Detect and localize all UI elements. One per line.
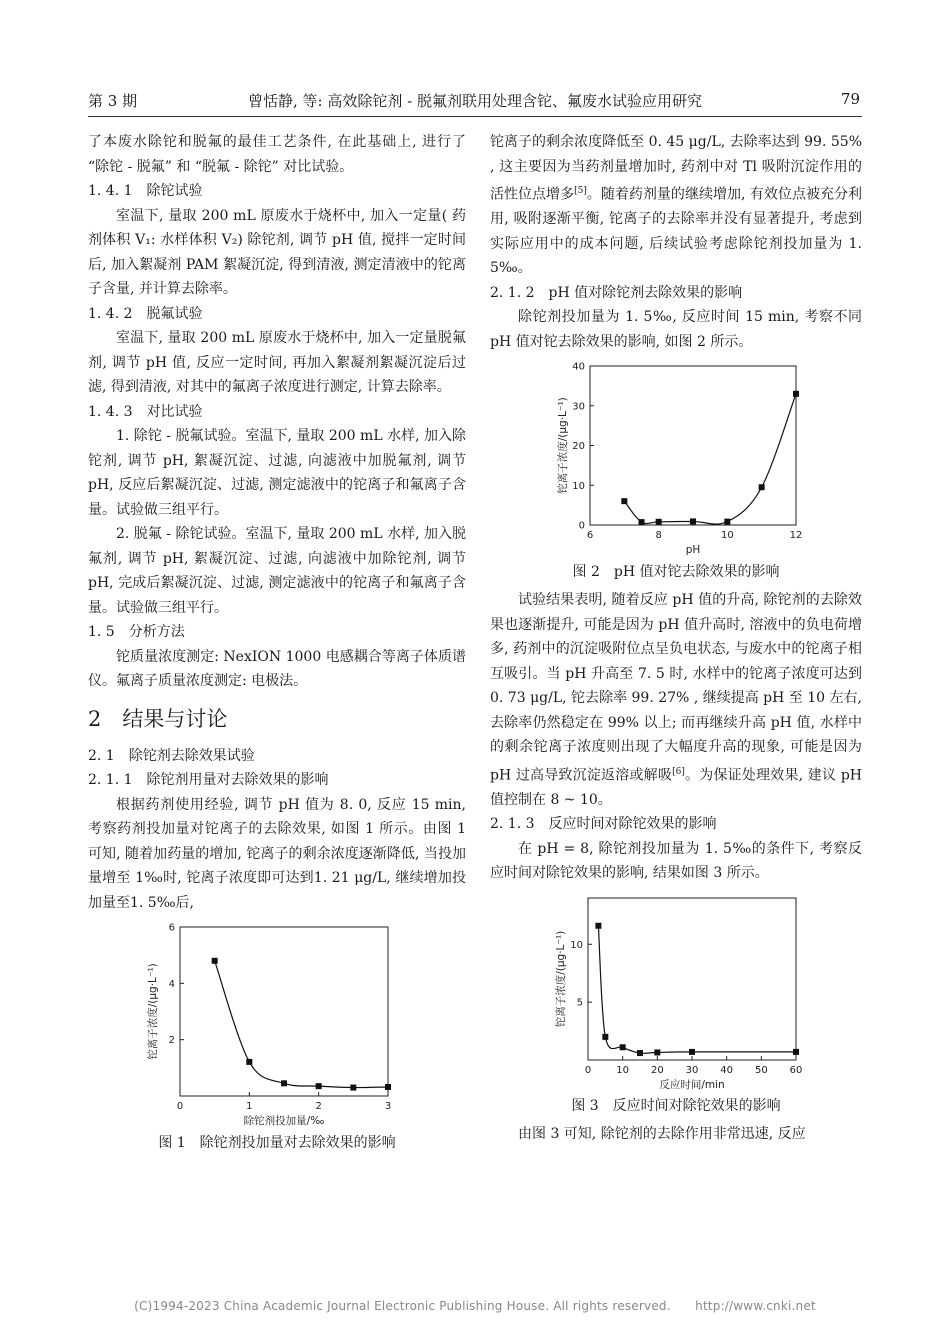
running-title: 曾恬静, 等: 高效除铊剂 - 脱氟剂联用处理含铊、氟废水试验应用研究 xyxy=(248,92,702,110)
data-point xyxy=(793,391,799,397)
right-column xyxy=(490,130,862,1146)
figure-caption: 图 1 除铊剂投加量对去除效果的影响 xyxy=(158,1135,396,1151)
section-heading-2-1-1: 2. 1. 1 除铊剂用量对去除效果的影响 xyxy=(88,772,329,788)
section-heading-1-4-2: 1. 4. 2 脱氟试验 xyxy=(88,305,203,322)
data-point xyxy=(637,1050,643,1056)
paragraph: 1. 除铊 - 脱氟试验。室温下, 量取 200 mL 水样, 加入除铊剂, 调节 pH, 絮凝沉淀、过滤, 向滤液中加脱氟剂, 调节 pH, 反应后絮凝沉淀、过滤, 测定滤液中的铊离子和氟离子含量。试验做三组平行。 xyxy=(88,428,466,518)
chart-ph xyxy=(490,360,862,560)
chart-dosage xyxy=(88,921,466,1131)
x-tick-label: 30 xyxy=(685,1064,699,1076)
data-point xyxy=(793,1049,799,1055)
data-point xyxy=(654,1049,660,1055)
paragraph: 室温下, 量取 200 mL 原废水于烧杯中, 加入一定量脱氟剂, 调节 pH 值, 反应一定时间, 再加入絮凝剂絮凝沉淀后过滤, 得到清液, 对其中的氟离子浓度进行测定, 计算去除率。 xyxy=(88,330,466,395)
x-tick-label: 50 xyxy=(754,1064,768,1076)
data-point xyxy=(690,519,696,525)
x-tick-label: 0 xyxy=(176,1101,184,1112)
y-tick-label: 10 xyxy=(570,939,583,951)
plot-frame xyxy=(590,366,796,525)
section-heading-1-4-1: 1. 4. 1 除铊试验 xyxy=(88,183,203,199)
y-tick-label: 10 xyxy=(572,480,585,492)
plot-frame xyxy=(588,898,796,1060)
paragraph: 铊离子的剩余浓度降低至 0. 45 μg/L, 去除率达到 99. 55% , 这主要因为当药剂量增加时, 药剂中对 Tl 吸附沉淀作用的活性位点增多[5]。随着药剂量的继续增加, 有效位点被充分利用, 吸附逐渐平衡, 铊离子的去除率并没有显著提升, 考虑到实际应用中的成本问题, 后续试验考虑除铊剂投加量为 1. 5‰。 xyxy=(490,134,863,277)
data-point xyxy=(656,519,662,525)
section-heading-2: 2 结果与讨论 xyxy=(88,706,228,731)
y-tick-label: 20 xyxy=(572,441,585,453)
citation[interactable]: [6] xyxy=(672,766,685,777)
figure-caption: 图 2 pH 值对铊去除效果的影响 xyxy=(572,564,780,581)
y-tick-label: 30 xyxy=(572,401,585,413)
y-axis-label: 铊离子浓度/(μg·L⁻¹) xyxy=(557,397,569,494)
x-tick-label: 20 xyxy=(650,1064,664,1076)
y-tick-label: 40 xyxy=(572,361,585,373)
data-point xyxy=(350,1085,356,1091)
x-tick-label: 8 xyxy=(655,530,662,542)
section-heading-2-1-2: 2. 1. 2 pH 值对除铊剂去除效果的影响 xyxy=(490,284,743,301)
x-tick-label: 10 xyxy=(720,530,734,542)
x-tick-label: 0 xyxy=(584,1064,592,1076)
y-axis-label: 铊离子浓度/(μg·L⁻¹) xyxy=(555,930,567,1028)
data-point xyxy=(246,1059,252,1065)
paragraph: 铊质量浓度测定: NexION 1000 电感耦合等离子体质谱仪。氟离子质量浓度测定: 电极法。 xyxy=(88,648,466,689)
paragraph: 由图 3 可知, 除铊剂的去除作用非常迅速, 反应 xyxy=(518,1125,806,1142)
y-tick-label: 2 xyxy=(168,1035,175,1047)
paragraph: 室温下, 量取 200 mL 原废水于烧杯中, 加入一定量( 药剂体积 V₁: 水样体积 V₂) 除铊剂, 调节 pH 值, 搅拌一定时间后, 加入絮凝剂 PAM 絮凝沉淀, 得到清液, 测定清液中的铊离子含量, 并计算去除率。 xyxy=(88,207,466,297)
x-tick-label: 12 xyxy=(789,530,803,542)
data-point xyxy=(639,519,645,525)
section-heading-2-1: 2. 1 除铊剂去除效果试验 xyxy=(88,747,255,764)
figure-2 xyxy=(490,360,862,584)
citation[interactable]: [5] xyxy=(574,186,587,196)
data-point xyxy=(689,1049,695,1055)
page-number: 79 xyxy=(840,90,860,108)
figure-1 xyxy=(88,921,466,1155)
left-column xyxy=(88,130,466,1159)
x-tick-label: 1 xyxy=(246,1101,253,1112)
series-line xyxy=(215,961,388,1088)
issue-number: 第 3 期 xyxy=(88,92,138,110)
data-point xyxy=(620,1044,626,1050)
paragraph: 2. 脱氟 - 除铊试验。室温下, 量取 200 mL 水样, 加入脱氟剂, 调节 pH, 絮凝沉淀、过滤, 向滤液中加除铊剂, 调节 pH, 完成后絮凝沉淀、过滤, 测定滤液中的铊离子和氟离子含量。试验做三组平行。 xyxy=(88,526,466,616)
data-point xyxy=(724,519,730,525)
x-axis-label: pH xyxy=(685,544,701,557)
series-line xyxy=(598,926,796,1054)
x-tick-label: 40 xyxy=(720,1064,734,1076)
paragraph: 除铊剂投加量为 1. 5‰, 反应时间 15 min, 考察不同 pH 值对铊去除效果的影响, 如图 2 所示。 xyxy=(490,309,862,350)
data-point xyxy=(602,1034,608,1040)
x-tick-label: 2 xyxy=(315,1101,322,1112)
y-axis-label: 铊离子浓度/(μg·L⁻¹) xyxy=(147,963,159,1060)
figure-caption: 图 3 反应时间对除铊效果的影响 xyxy=(571,1097,781,1114)
paragraph: 在 pH = 8, 除铊剂投加量为 1. 5‰的条件下, 考察反应时间对除铊效果的影响, 结果如图 3 所示。 xyxy=(490,840,862,882)
y-tick-label: 4 xyxy=(168,978,175,990)
data-point xyxy=(316,1083,322,1089)
section-heading-1-4-3: 1. 4. 3 对比试验 xyxy=(88,403,203,420)
y-tick-label: 6 xyxy=(168,922,175,934)
series-line xyxy=(624,394,796,524)
y-tick-label: 0 xyxy=(578,520,585,532)
running-header xyxy=(88,88,862,117)
x-tick-label: 6 xyxy=(586,530,594,542)
paragraph: 了本废水除铊和脱氟的最佳工艺条件, 在此基础上, 进行了 “除铊 - 脱氟” 和 “脱氟 - 除铊” 对比试验。 xyxy=(88,134,466,175)
data-point xyxy=(385,1084,391,1090)
plot-frame xyxy=(180,927,388,1096)
figure-3 xyxy=(490,892,862,1118)
chart-time xyxy=(490,892,862,1094)
y-tick-label: 5 xyxy=(576,997,583,1009)
x-tick-label: 3 xyxy=(384,1101,392,1112)
x-tick-label: 60 xyxy=(789,1064,803,1076)
data-point xyxy=(595,923,601,929)
data-point xyxy=(212,958,218,964)
copyright-footer: (C)1994-2023 China Academic Journal Electronic Publishing House. All rights reserved. http://www.cnki.net xyxy=(134,1299,816,1313)
x-tick-label: 10 xyxy=(616,1064,630,1076)
data-point xyxy=(281,1080,287,1086)
paragraph: 试验结果表明, 随着反应 pH 值的升高, 除铊剂的去除效果也逐渐提升, 可能是因为 pH 值升高时, 溶液中的负电荷增多, 药剂中的沉淀吸附位点呈负电状态, 与废水中的铊离子相互吸引。当 pH 升高至 7. 5 时, 水样中的铊离子浓度可达到 0. 73 μg/L, 铊去除率 99. 27% , 继续提高 pH 至 10 左右, 去除率仍然稳定在 99% 以上; 而再继续升高 pH 值, 水样中的剩余铊离子浓度则出现了大幅度升高的现象, 可能是因为 pH 过高导致沉淀返溶或解吸[6]。为保证处理效果, 建议 pH 值控制在 8 ~ 10。 xyxy=(490,592,862,808)
x-axis-label: 除铊剂投加量/‰ xyxy=(243,1115,325,1127)
section-heading-1-5: 1. 5 分析方法 xyxy=(88,624,185,640)
data-point xyxy=(759,484,765,490)
paragraph: 根据药剂使用经验, 调节 pH 值为 8. 0, 反应 15 min, 考察药剂投加量对铊离子的去除效果, 如图 1 所示。由图 1 可知, 随着加药量的增加, 铊离子的剩余浓度逐渐降低, 当投加量增至 1‰时, 铊离子浓度即可达到1. 21 μg/L, 继续增加投加量至1. 5‰后, xyxy=(88,796,466,911)
x-axis-label: 反应时间/min xyxy=(659,1078,725,1091)
section-heading-2-1-3: 2. 1. 3 反应时间对除铊效果的影响 xyxy=(490,816,717,833)
data-point xyxy=(621,498,627,504)
